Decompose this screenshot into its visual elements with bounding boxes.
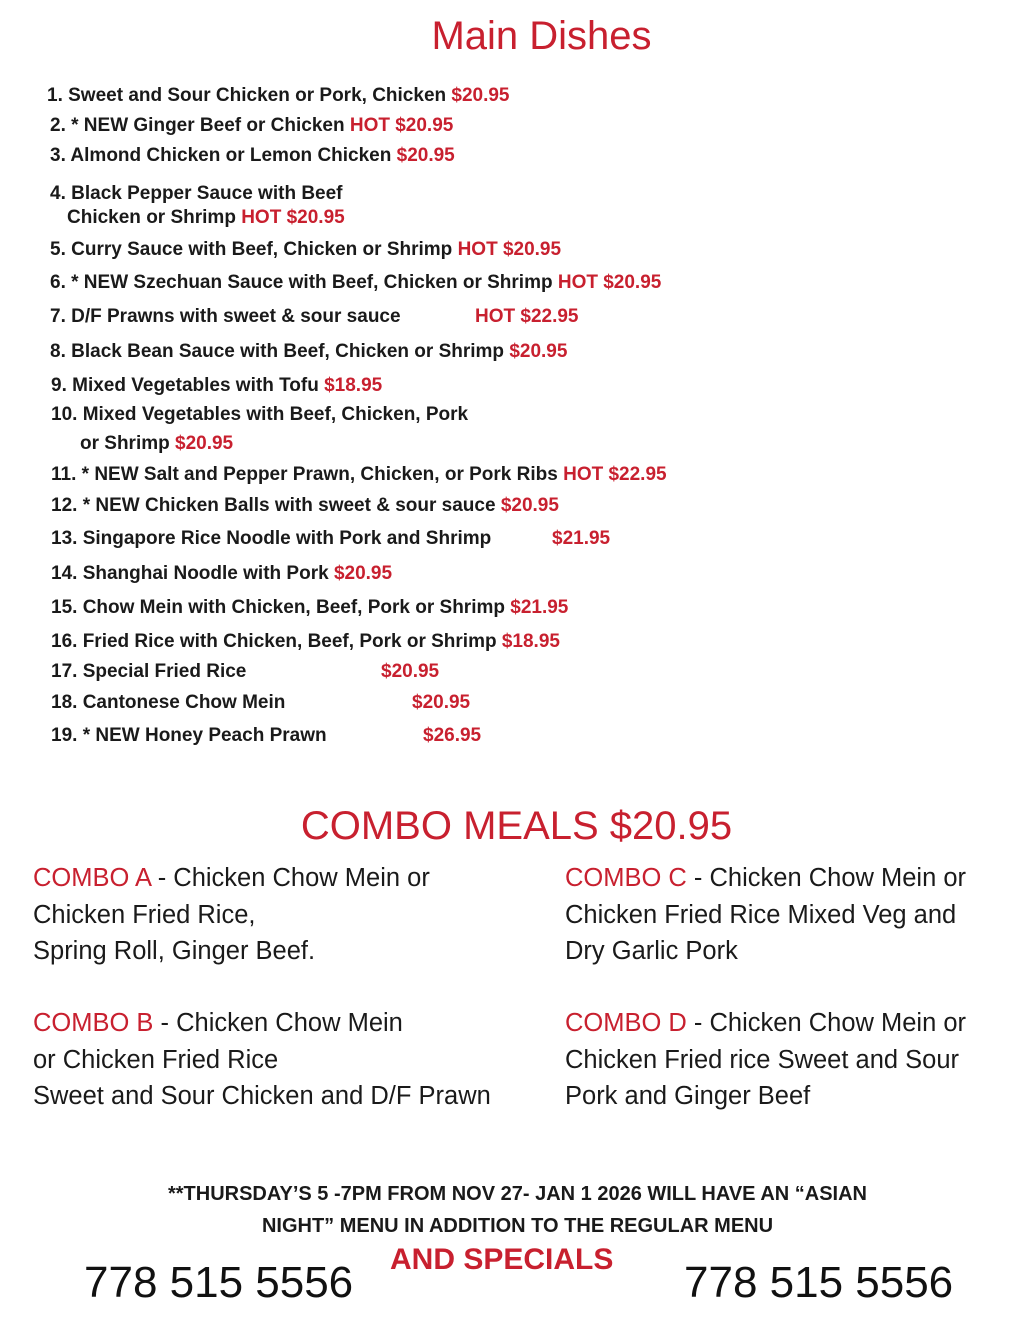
combo-line: - Chicken Chow Mein or (686, 1009, 967, 1037)
specials-label: AND SPECIALS (390, 1243, 614, 1276)
phone-number-left: 778 515 5556 (84, 1258, 354, 1307)
combo-c (565, 860, 966, 970)
combo-d (565, 1005, 966, 1115)
item-price: HOT $20.95 (457, 239, 562, 260)
item-price: $26.95 (423, 725, 482, 746)
item-price: $21.95 (552, 528, 611, 549)
menu-item (51, 596, 568, 620)
menu-item (51, 691, 285, 715)
item-price: $20.95 (412, 692, 471, 713)
menu-item (51, 403, 468, 456)
combo-a (33, 860, 430, 970)
menu-item (47, 84, 510, 108)
page-title: Main Dishes (431, 14, 652, 58)
item-name: 7. D/F Prawns with sweet & sour sauce (50, 306, 401, 327)
combo-line: or Chicken Fried Rice (33, 1045, 279, 1074)
combo-line: - Chicken Chow Mein or (150, 864, 430, 892)
item-name: 10. Mixed Vegetables with Beef, Chicken, Pork (51, 404, 469, 425)
combo-section-title: COMBO MEALS $20.95 (300, 804, 733, 848)
item-price: $21.95 (510, 597, 569, 618)
menu-item (51, 562, 392, 586)
item-price: HOT $22.95 (563, 464, 667, 485)
item-price: $20.95 (500, 495, 559, 516)
item-price: HOT $20.95 (241, 207, 345, 228)
item-price: HOT $22.95 (475, 306, 579, 327)
item-name: 12. * NEW Chicken Balls with sweet & sour sauce (51, 495, 501, 516)
combo-line: Chicken Fried Rice, (33, 900, 256, 929)
menu-item (50, 114, 453, 138)
menu-item (50, 182, 345, 230)
combo-line: Dry Garlic Pork (565, 937, 738, 965)
combo-line: Sweet and Sour Chicken and D/F Prawn (33, 1082, 491, 1110)
menu-item (50, 144, 455, 168)
item-name: 4. Black Pepper Sauce with Beef (50, 183, 343, 204)
menu-item (51, 494, 559, 518)
menu-item (51, 463, 667, 487)
item-name: 2. * NEW Ginger Beef or Chicken (50, 115, 350, 136)
item-name: 8. Black Bean Sauce with Beef, Chicken or Shrimp (50, 341, 510, 362)
item-name: 18. Cantonese Chow Mein (51, 692, 286, 713)
item-price: $20.95 (381, 661, 440, 682)
menu-item (50, 238, 561, 262)
combo-name: COMBO B (33, 1009, 154, 1037)
menu-item (50, 271, 661, 295)
menu-item (51, 374, 382, 398)
item-name: 17. Special Fried Rice (51, 661, 247, 682)
item-price: HOT $20.95 (349, 115, 454, 136)
item-name: 16. Fried Rice with Chicken, Beef, Pork or Shrimp (51, 631, 502, 652)
item-name: 15. Chow Mein with Chicken, Beef, Pork or Shrimp (51, 597, 511, 618)
combo-line: Spring Roll, Ginger Beef. (33, 937, 316, 965)
item-name-line2: Chicken or Shrimp HOT $20.95 (67, 207, 345, 228)
menu-item (50, 340, 567, 364)
notice-line: NIGHT” MENU IN ADDITION TO THE REGULAR MENU (261, 1215, 774, 1237)
combo-line: - Chicken Chow Mein (153, 1009, 403, 1037)
item-name: 5. Curry Sauce with Beef, Chicken or Shrimp (50, 239, 458, 260)
item-price: $20.95 (333, 563, 393, 584)
combo-name: COMBO D (565, 1009, 687, 1037)
menu-item (51, 630, 560, 654)
combo-line: - Chicken Chow Mein or (686, 864, 967, 892)
menu-item (51, 527, 491, 551)
menu-item (50, 305, 401, 329)
item-name: 13. Singapore Rice Noodle with Pork and Shrimp (51, 528, 492, 549)
item-name: 9. Mixed Vegetables with Tofu (51, 375, 325, 396)
asian-night-notice (60, 1178, 975, 1242)
item-price: $18.95 (501, 631, 560, 652)
combo-b (33, 1005, 491, 1115)
notice-line: **THURSDAY’S 5 -7PM FROM NOV 27- JAN 1 2026 WILL HAVE AN “ASIAN (167, 1183, 868, 1205)
item-name-line2: or Shrimp $20.95 (80, 433, 234, 454)
combo-line: Chicken Fried rice Sweet and Sour (565, 1045, 960, 1074)
item-price: $20.95 (451, 85, 510, 106)
menu-item (51, 724, 327, 748)
item-price: $18.95 (324, 375, 383, 396)
item-name: 11. * NEW Salt and Pepper Prawn, Chicken, or Pork Ribs (51, 464, 564, 485)
combo-line: Pork and Ginger Beef (565, 1082, 811, 1110)
item-name: 19. * NEW Honey Peach Prawn (51, 725, 327, 746)
item-price: $20.95 (396, 145, 455, 166)
combo-line: Chicken Fried Rice Mixed Veg and (565, 900, 957, 929)
item-name: 3. Almond Chicken or Lemon Chicken (50, 145, 397, 166)
item-name: 1. Sweet and Sour Chicken or Pork, Chicken (47, 85, 452, 106)
menu-item (51, 660, 246, 684)
combo-name: COMBO C (565, 864, 687, 892)
item-name: 6. * NEW Szechuan Sauce with Beef, Chicken or Shrimp (50, 272, 558, 293)
item-price: $20.95 (175, 433, 234, 454)
phone-number-right: 778 515 5556 (684, 1258, 954, 1307)
combo-name: COMBO A (33, 864, 151, 892)
item-price: HOT $20.95 (557, 272, 662, 293)
item-price: $20.95 (509, 341, 568, 362)
item-name: 14. Shanghai Noodle with Pork (51, 563, 334, 584)
